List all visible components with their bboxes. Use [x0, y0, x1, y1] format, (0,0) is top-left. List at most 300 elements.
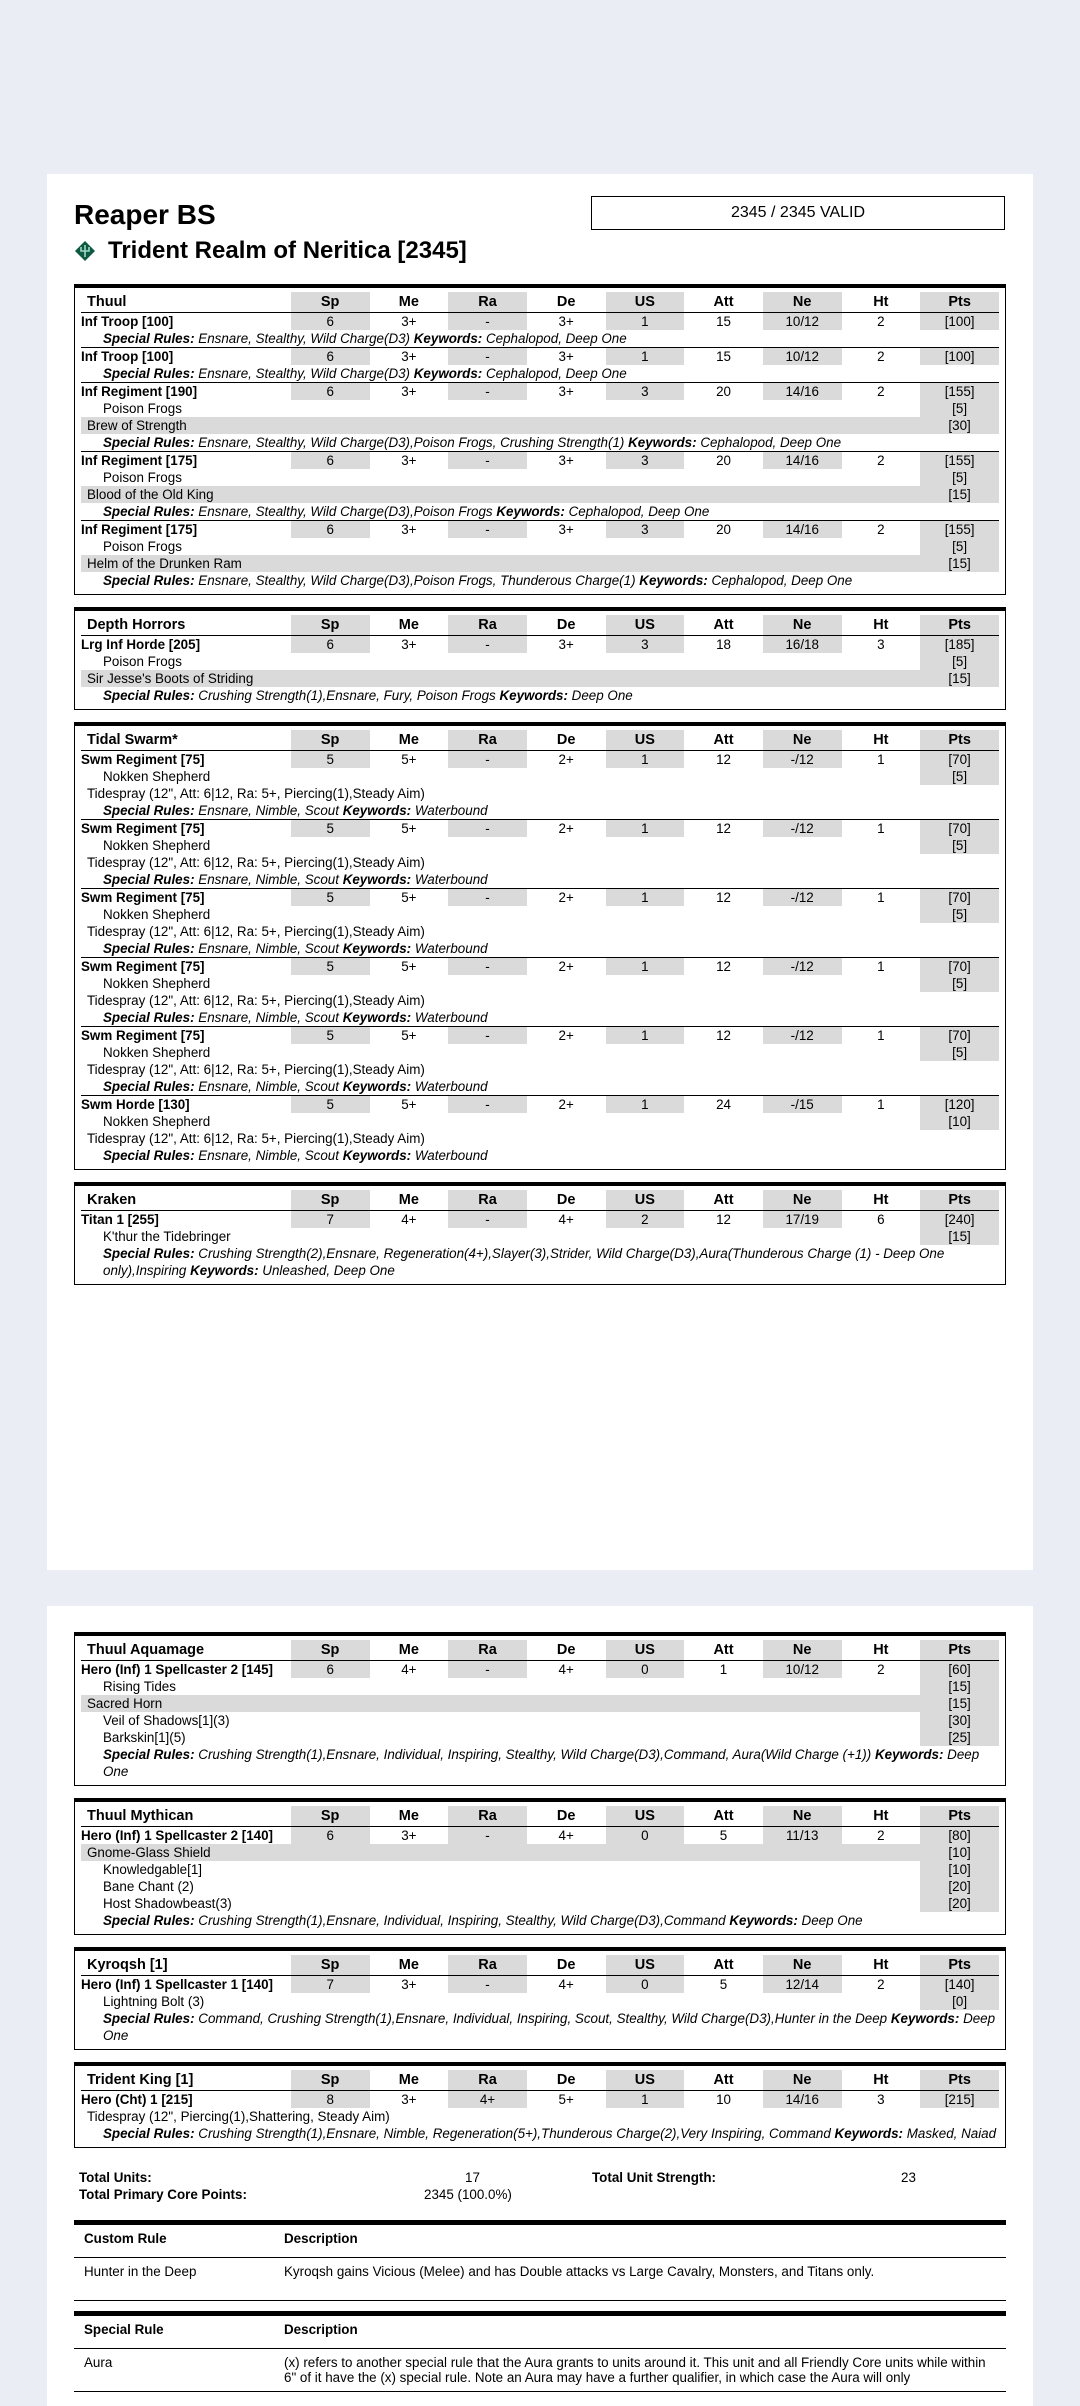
special-rules-row: [81, 2010, 999, 2044]
keywords-list: Deep One: [571, 688, 633, 703]
group-name: Kraken: [81, 1190, 291, 1211]
stat-cell: 6: [291, 313, 370, 331]
unit-row: [81, 820, 999, 838]
stat-cell: 3: [877, 637, 885, 652]
option-name: Rising Tides: [103, 1679, 176, 1694]
option-points: [15]: [920, 1678, 999, 1695]
stat-cell: 5+: [370, 1027, 449, 1045]
special-rules-list: Ensnare, Stealthy, Wild Charge(D3): [198, 366, 411, 381]
special-rules-label: Special Rules:: [103, 1913, 195, 1928]
stat-cell: [140]: [920, 1976, 999, 1994]
special-rules-row: [81, 2125, 999, 2142]
special-rules-row: [81, 1912, 999, 1929]
unit-name: Lrg Inf Horde [205]: [81, 637, 201, 652]
stat-cell: 6: [291, 1661, 370, 1679]
column-header: US: [606, 615, 685, 636]
custom-rule-name: Hunter in the Deep: [74, 2258, 274, 2301]
total-strength-label: Total Unit Strength:: [592, 2170, 716, 2185]
keywords-label: Keywords:: [190, 1263, 259, 1278]
option-name: Nokken Shepherd: [103, 1045, 211, 1060]
special-rules-list: Ensnare, Nimble, Scout: [198, 1010, 339, 1025]
page-2: [47, 1606, 1033, 2406]
keywords-list: Waterbound: [414, 1010, 488, 1025]
option-name: Nokken Shepherd: [103, 769, 211, 784]
unit-name: Swm Regiment [75]: [81, 958, 291, 976]
stat-cell: [70]: [920, 1027, 999, 1045]
stat-cell: -: [448, 1211, 527, 1229]
unit-table: [81, 1806, 999, 1929]
stat-cell: 3: [606, 383, 685, 401]
stat-cell: [80]: [920, 1827, 999, 1845]
unit-group: [74, 722, 1006, 1170]
group-header: [81, 1640, 999, 1661]
keywords-list: Deep One: [103, 2011, 996, 2043]
unit-row: [81, 636, 999, 654]
column-header: Ra: [448, 1640, 527, 1661]
option-points: [5]: [920, 837, 999, 854]
stat-cell: 3+: [401, 1977, 417, 1992]
keywords-label: Keywords:: [413, 366, 483, 381]
column-header: Ra: [448, 615, 527, 636]
stat-cell: 5+: [401, 752, 417, 767]
group-header: [81, 1806, 999, 1827]
stat-cell: -: [448, 1661, 527, 1679]
special-rules-text: [81, 1912, 999, 1929]
stat-cell: 5+: [370, 820, 449, 838]
special-rules-label: Special Rules:: [103, 1010, 195, 1025]
column-header: Ht: [842, 1640, 921, 1661]
column-header: Ht: [842, 292, 921, 313]
column-header: Ra: [448, 1190, 527, 1211]
stat-cell: 0: [606, 1976, 685, 1994]
unit-table: [81, 1190, 999, 1279]
column-header: Me: [370, 1640, 449, 1661]
column-header: US: [606, 1806, 685, 1827]
stat-cell: 14/16: [763, 521, 842, 539]
unit-row: [81, 452, 999, 470]
stat-cell: 4+: [558, 1828, 574, 1843]
unit-group: [74, 1798, 1006, 1935]
keywords-list: Waterbound: [414, 872, 488, 887]
stat-cell: 1: [842, 958, 921, 976]
stat-cell: 12/14: [763, 1976, 842, 1994]
stat-cell: 4+: [558, 1662, 574, 1677]
magic-item-row: [81, 1844, 999, 1861]
option-name: Nokken Shepherd: [103, 838, 211, 853]
stat-cell: 5: [719, 1977, 728, 1992]
group-name: Depth Horrors: [81, 615, 291, 636]
option-row: [81, 837, 999, 854]
option-name: Lightning Bolt (3): [103, 1994, 205, 2009]
stat-cell: 1: [877, 752, 885, 767]
stat-cell: 2+: [527, 958, 606, 976]
unit-name: Inf Regiment [175]: [81, 452, 291, 470]
option-row: [81, 1861, 999, 1878]
column-header: Ra: [448, 1955, 527, 1976]
stat-cell: 1: [719, 1662, 728, 1677]
stat-cell: 3+: [527, 383, 606, 401]
option-name: Sir Jesse's Boots of Striding: [81, 670, 920, 687]
stat-cell: 5: [719, 1828, 728, 1843]
unit-name: Hero (Cht) 1 [215]: [81, 2092, 193, 2107]
group-name: Thuul: [81, 292, 291, 313]
column-header: Pts: [920, 1640, 999, 1661]
weapon-profile: Tidespray (12", Piercing(1),Shattering, Steady Aim): [87, 2109, 390, 2124]
stat-cell: 5: [291, 751, 370, 769]
stat-cell: 12: [684, 1027, 763, 1045]
stat-cell: 3+: [370, 521, 449, 539]
special-rules-label: Special Rules:: [103, 573, 195, 588]
special-rule-header: Special Rule: [74, 2314, 274, 2349]
unit-row: [81, 1096, 999, 1114]
special-rules-text: [81, 940, 999, 957]
unit-group: [74, 607, 1006, 710]
unit-name: Inf Troop [100]: [81, 314, 174, 329]
totals: [74, 2170, 1006, 2206]
stat-cell: 8: [291, 2091, 370, 2109]
column-header: Ne: [763, 615, 842, 636]
keywords-list: Waterbound: [414, 1079, 488, 1094]
stat-cell: 3+: [401, 637, 417, 652]
option-name: Poison Frogs: [103, 401, 182, 416]
core-points-label: Total Primary Core Points:: [79, 2187, 247, 2202]
option-points: [10]: [920, 1861, 999, 1878]
stat-cell: 5: [291, 1027, 370, 1045]
column-header: De: [527, 1640, 606, 1661]
unit-table: [81, 292, 999, 589]
column-header: Pts: [920, 1190, 999, 1211]
special-rules-label: Special Rules:: [103, 872, 195, 887]
column-header: Pts: [920, 1806, 999, 1827]
unit-row: [81, 1976, 999, 1994]
table-row: [74, 2258, 1006, 2301]
special-rules-text: [81, 687, 999, 704]
option-row: [81, 1993, 999, 2010]
unit-table: [81, 2070, 999, 2142]
column-header: Me: [370, 615, 449, 636]
unit-table: [81, 1640, 999, 1780]
option-points: [20]: [920, 1895, 999, 1912]
stat-cell: 12: [684, 889, 763, 907]
core-points-value: 2345 (100.0%): [424, 2187, 512, 2202]
option-row: [81, 1113, 999, 1130]
stat-cell: 5: [291, 1096, 370, 1114]
option-points: [10]: [920, 1113, 999, 1130]
column-header: Att: [684, 1190, 763, 1211]
option-name: Veil of Shadows[1](3): [103, 1713, 230, 1728]
special-rules-text: [81, 434, 999, 451]
option-points: [15]: [920, 1228, 999, 1245]
option-name: Poison Frogs: [103, 654, 182, 669]
special-rules-list: Ensnare, Nimble, Scout: [198, 1079, 339, 1094]
rules-section: [74, 2220, 1006, 2392]
stat-cell: [70]: [920, 958, 999, 976]
special-rules-row: [81, 330, 999, 348]
total-units-label: Total Units:: [79, 2170, 152, 2185]
column-header: US: [606, 2070, 685, 2091]
special-rules-row: [81, 365, 999, 383]
column-header: US: [606, 1955, 685, 1976]
special-rules-list: Crushing Strength(1),Ensnare, Fury, Poison Frogs: [198, 688, 496, 703]
column-header: Me: [370, 2070, 449, 2091]
stat-cell: 1: [606, 313, 685, 331]
unit-name: Hero (Inf) 1 Spellcaster 2 [140]: [81, 1828, 274, 1843]
keywords-label: Keywords:: [729, 1913, 798, 1928]
keywords-label: Keywords:: [890, 2011, 960, 2026]
special-rules-text: [81, 1245, 999, 1279]
unit-group: [74, 1632, 1006, 1786]
stat-cell: -: [448, 383, 527, 401]
special-rules-label: Special Rules:: [103, 2126, 195, 2141]
stat-cell: 15: [716, 314, 731, 329]
stat-cell: 3+: [558, 637, 574, 652]
option-points: [15]: [920, 486, 999, 503]
group-header: [81, 292, 999, 313]
stat-cell: 1: [842, 1096, 921, 1114]
column-header: Att: [684, 292, 763, 313]
stat-cell: [155]: [920, 452, 999, 470]
option-name: Gnome-Glass Shield: [81, 1844, 920, 1861]
column-header: Sp: [291, 1190, 370, 1211]
keywords-label: Keywords:: [874, 1747, 944, 1762]
option-row: [81, 1712, 999, 1729]
stat-cell: 6: [291, 383, 370, 401]
special-rules-table: [74, 2311, 1006, 2392]
unit-name: Hero (Inf) 1 Spellcaster 2 [145]: [81, 1662, 274, 1677]
stat-cell: 14/16: [763, 2091, 842, 2109]
special-rules-text: [81, 2125, 999, 2142]
column-header: US: [606, 292, 685, 313]
stat-cell: 11/13: [763, 1827, 842, 1845]
option-points: [30]: [920, 417, 999, 434]
stat-cell: 12: [684, 958, 763, 976]
special-rules-list: Crushing Strength(1),Ensnare, Individual, Inspiring, Stealthy, Wild Charge(D3),Command: [198, 1913, 726, 1928]
group-name: Thuul Mythican: [81, 1806, 291, 1827]
stat-cell: 12: [684, 820, 763, 838]
special-rules-row: [81, 1009, 999, 1027]
stat-cell: 3+: [558, 314, 574, 329]
stat-cell: 2: [842, 348, 921, 366]
special-rules-label: Special Rules:: [103, 803, 195, 818]
weapon-profile: Tidespray (12", Att: 6|12, Ra: 5+, Piercing(1),Steady Aim): [87, 924, 425, 939]
column-header: Sp: [291, 615, 370, 636]
column-header: De: [527, 1190, 606, 1211]
group-header: [81, 2070, 999, 2091]
stat-cell: 2: [877, 1828, 885, 1843]
keywords-list: Waterbound: [414, 941, 488, 956]
option-row: [81, 1895, 999, 1912]
stat-cell: 2: [877, 1977, 885, 1992]
special-rules-label: Special Rules:: [103, 331, 195, 346]
unit-group: [74, 2062, 1006, 2148]
special-rules-label: Special Rules:: [103, 688, 195, 703]
stat-cell: -: [448, 958, 527, 976]
stat-cell: 20: [684, 521, 763, 539]
column-header: De: [527, 1955, 606, 1976]
stat-cell: 3: [606, 636, 685, 654]
stat-cell: 3+: [527, 348, 606, 366]
weapon-profile: Tidespray (12", Att: 6|12, Ra: 5+, Piercing(1),Steady Aim): [87, 786, 425, 801]
option-row: [81, 975, 999, 992]
option-row: [81, 1729, 999, 1746]
stat-cell: 4+: [401, 1212, 417, 1227]
validity-box: 2345 / 2345 VALID: [591, 196, 1005, 230]
special-rules-text: [81, 1746, 999, 1780]
stat-cell: -: [448, 452, 527, 470]
keywords-list: Cephalopod, Deep One: [485, 366, 627, 381]
army-name: Trident Realm of Neritica [2345]: [108, 237, 467, 264]
column-header: Me: [370, 1190, 449, 1211]
stat-cell: 6: [291, 452, 370, 470]
stat-cell: -/12: [763, 751, 842, 769]
keywords-label: Keywords:: [342, 1079, 412, 1094]
magic-item-row: [81, 555, 999, 572]
stat-cell: 6: [291, 636, 370, 654]
group-header: [81, 615, 999, 636]
special-rules-row: [81, 1746, 999, 1780]
stat-cell: -: [448, 751, 527, 769]
stat-cell: 12: [716, 752, 731, 767]
special-rules-row: [81, 802, 999, 820]
option-points: [20]: [920, 1878, 999, 1895]
option-name: Sacred Horn: [81, 1695, 920, 1712]
column-header: Ne: [763, 1190, 842, 1211]
special-rules-label: Special Rules:: [103, 504, 195, 519]
stat-cell: 6: [291, 521, 370, 539]
unit-name: Inf Regiment [190]: [81, 383, 291, 401]
stat-cell: 3+: [527, 452, 606, 470]
keywords-list: Cephalopod, Deep One: [485, 331, 627, 346]
unit-row: [81, 383, 999, 401]
stat-cell: -: [448, 313, 527, 331]
column-header: De: [527, 292, 606, 313]
option-row: [81, 1228, 999, 1245]
group-header: [81, 1955, 999, 1976]
group-name: Trident King [1]: [81, 2070, 291, 2091]
stat-cell: 3+: [370, 452, 449, 470]
stat-cell: 7: [291, 1976, 370, 1994]
custom-desc-header: Description: [274, 2223, 1006, 2258]
special-rules-row: [81, 687, 999, 704]
stat-cell: 1: [842, 889, 921, 907]
option-name: Poison Frogs: [103, 470, 182, 485]
stat-cell: -: [448, 348, 527, 366]
keywords-label: Keywords:: [342, 941, 412, 956]
army-heading: [74, 236, 1006, 266]
column-header: Ht: [842, 1806, 921, 1827]
option-name: Bane Chant (2): [103, 1879, 194, 1894]
option-points: [30]: [920, 1712, 999, 1729]
ranged-weapon-row: [81, 1130, 999, 1147]
option-points: [5]: [920, 768, 999, 785]
option-row: [81, 906, 999, 923]
keywords-list: Masked, Naiad: [906, 2126, 997, 2141]
unit-row: [81, 1827, 999, 1845]
column-header: Ht: [842, 730, 921, 751]
keywords-label: Keywords:: [639, 573, 708, 588]
option-points: [5]: [920, 975, 999, 992]
column-header: Pts: [920, 292, 999, 313]
keywords-label: Keywords:: [342, 803, 412, 818]
stat-cell: 6: [291, 1827, 370, 1845]
option-points: [5]: [920, 906, 999, 923]
stat-cell: 2: [877, 1662, 885, 1677]
option-points: [10]: [920, 1844, 999, 1861]
column-header: Att: [684, 1955, 763, 1976]
stat-cell: 5+: [370, 889, 449, 907]
option-name: K'thur the Tidebringer: [103, 1229, 231, 1244]
group-name: Kyroqsh [1]: [81, 1955, 291, 1976]
stat-cell: 2: [842, 521, 921, 539]
stat-cell: [215]: [920, 2091, 999, 2109]
option-row: [81, 768, 999, 785]
special-rules-label: Special Rules:: [103, 1079, 195, 1094]
stat-cell: 2: [877, 314, 885, 329]
unit-group: [74, 1182, 1006, 1285]
stat-cell: 4+: [401, 1662, 417, 1677]
list-title: Reaper BS: [74, 199, 216, 230]
stat-cell: [70]: [920, 889, 999, 907]
column-header: Sp: [291, 2070, 370, 2091]
stat-cell: 3+: [401, 1828, 417, 1843]
magic-item-row: [81, 1695, 999, 1712]
unit-row: [81, 1027, 999, 1045]
keywords-list: Waterbound: [414, 1148, 488, 1163]
option-row: [81, 1044, 999, 1061]
stat-cell: 1: [842, 1027, 921, 1045]
column-header: Ra: [448, 292, 527, 313]
option-name: Host Shadowbeast(3): [103, 1896, 232, 1911]
weapon-profile: Tidespray (12", Att: 6|12, Ra: 5+, Piercing(1),Steady Aim): [87, 993, 425, 1008]
column-header: Me: [370, 292, 449, 313]
special-rules-list: Crushing Strength(2),Ensnare, Regeneration(4+),Slayer(3),Strider, Wild Charge(D3),Aura(Thunderous Charge (1) - Deep One only),Inspiring: [103, 1246, 945, 1278]
special-rules-list: Ensnare, Stealthy, Wild Charge(D3),Poison Frogs, Thunderous Charge(1): [198, 573, 636, 588]
group-name: Tidal Swarm*: [81, 730, 291, 751]
special-rules-row: [81, 572, 999, 589]
special-desc-header: Description: [274, 2314, 1006, 2349]
column-header: Ra: [448, 2070, 527, 2091]
column-header: Att: [684, 2070, 763, 2091]
column-header: De: [527, 615, 606, 636]
special-rules-text: [81, 572, 999, 589]
stat-cell: 2: [842, 383, 921, 401]
special-rules-row: [81, 1147, 999, 1164]
stat-cell: 6: [877, 1212, 885, 1227]
unit-name: Inf Regiment [175]: [81, 521, 291, 539]
weapon-profile: Tidespray (12", Att: 6|12, Ra: 5+, Piercing(1),Steady Aim): [87, 1131, 425, 1146]
column-header: US: [606, 730, 685, 751]
stat-cell: 14/16: [763, 383, 842, 401]
magic-item-row: [81, 417, 999, 434]
keywords-list: Cephalopod, Deep One: [700, 435, 842, 450]
column-header: Att: [684, 615, 763, 636]
special-rules-row: [81, 871, 999, 889]
stat-cell: 2+: [527, 1027, 606, 1045]
stat-cell: -/12: [763, 958, 842, 976]
column-header: Sp: [291, 1955, 370, 1976]
total-units-value: 17: [465, 2170, 480, 2185]
special-rules-row: [81, 1245, 999, 1279]
stat-cell: [70]: [920, 751, 999, 769]
special-rules-text: [81, 2010, 999, 2044]
special-rules-list: Command, Crushing Strength(1),Ensnare, Individual, Inspiring, Scout, Stealthy, Wild Charge(D3),Hunter in the Deep: [198, 2011, 888, 2026]
stat-cell: 3+: [401, 2092, 417, 2107]
unit-row: [81, 889, 999, 907]
stat-cell: 3+: [370, 348, 449, 366]
stat-cell: 12: [716, 1212, 731, 1227]
stat-cell: 5+: [558, 2092, 574, 2107]
column-header: Sp: [291, 1640, 370, 1661]
